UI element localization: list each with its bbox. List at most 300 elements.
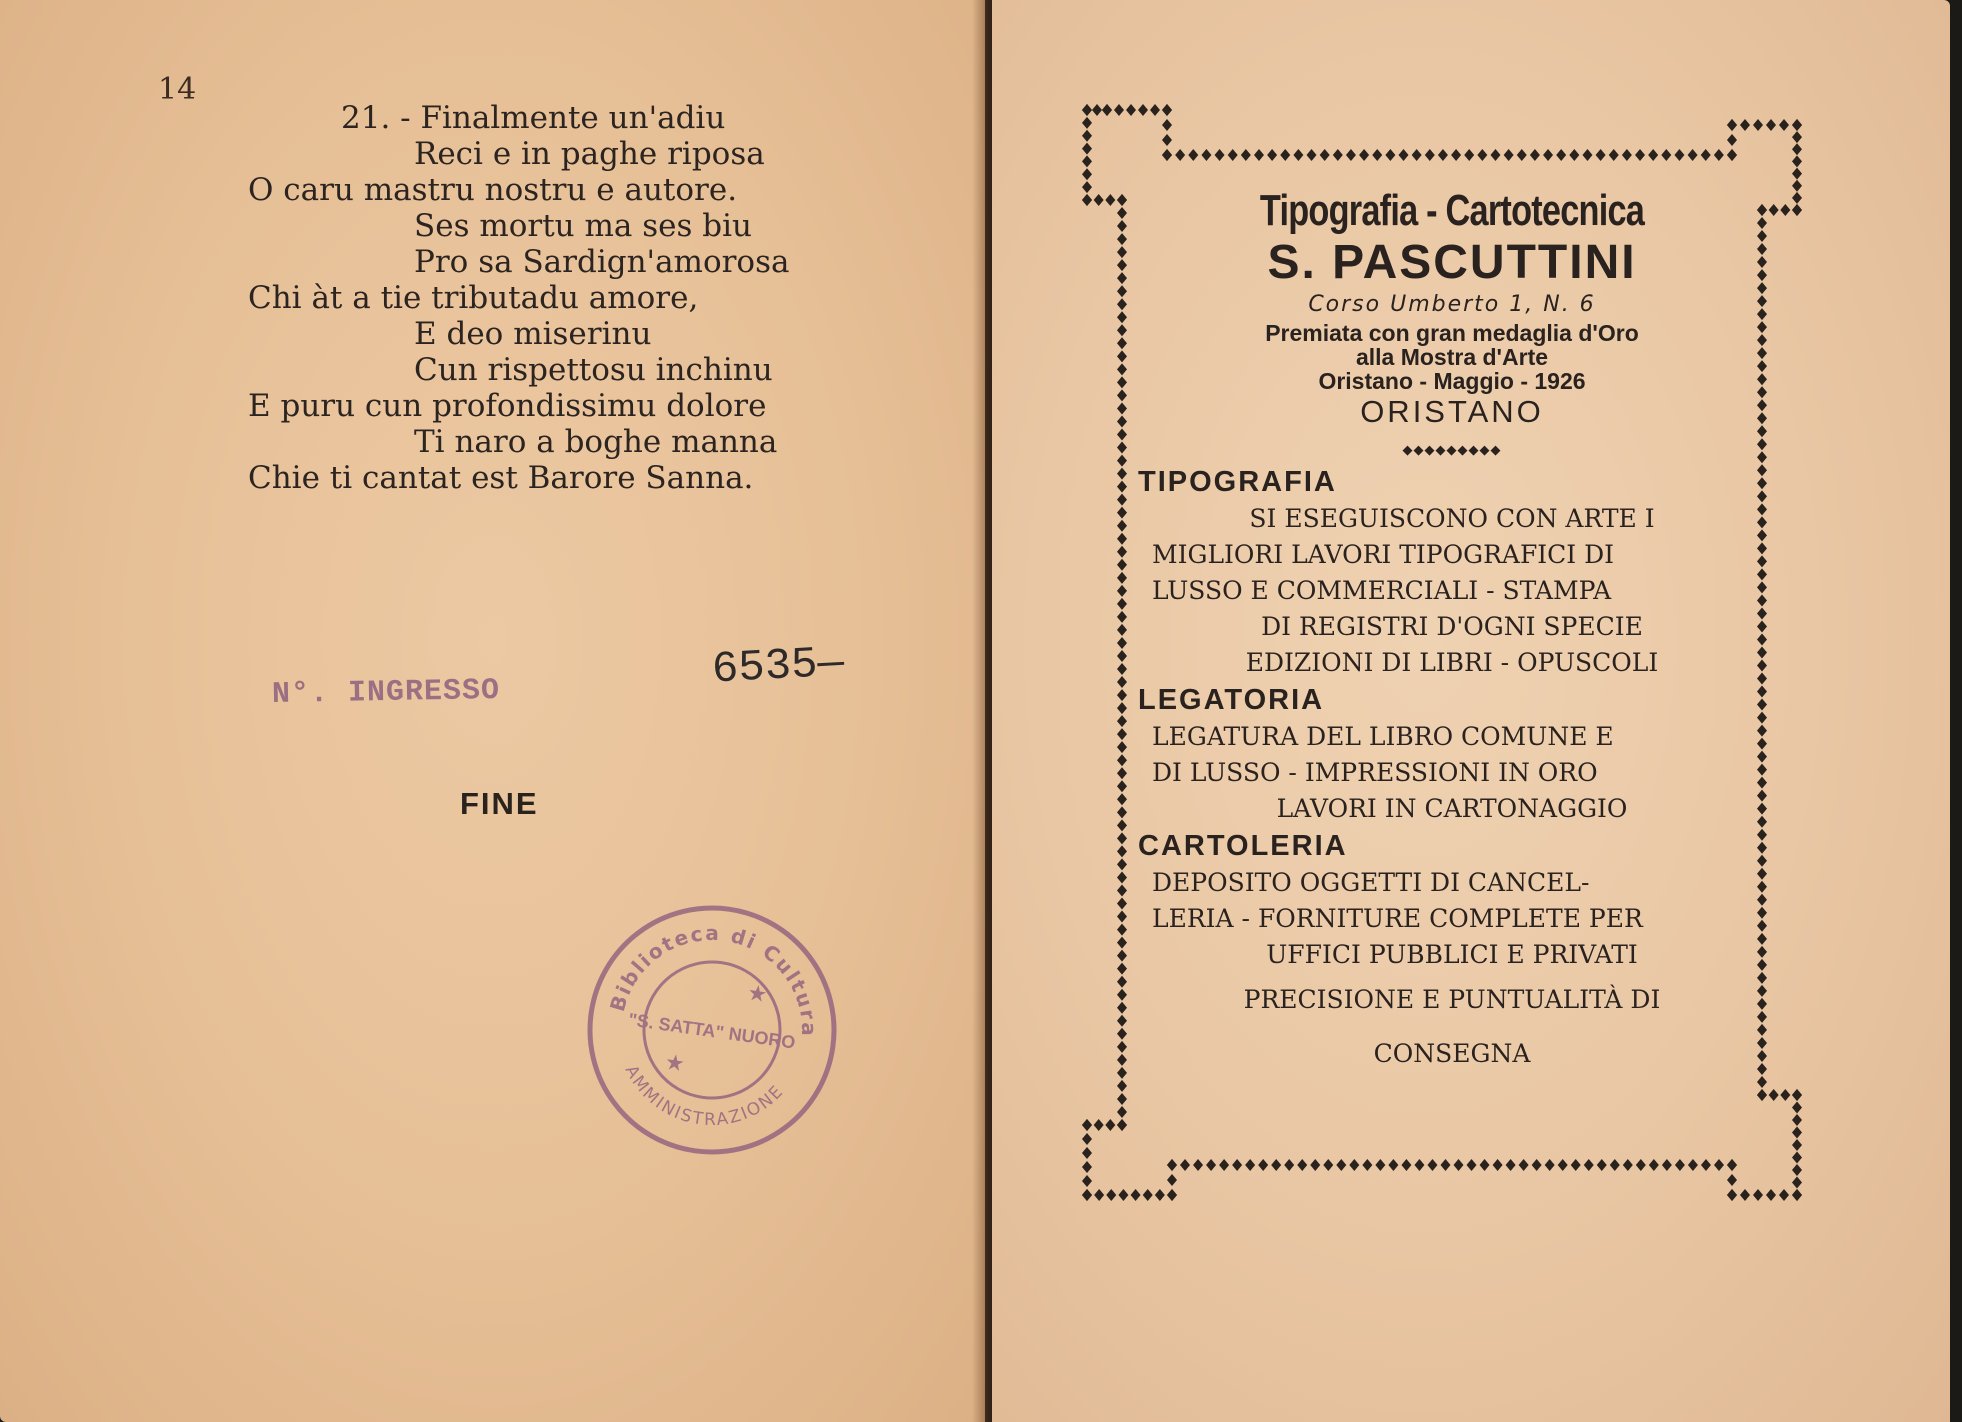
border-diamond bbox=[1757, 295, 1767, 307]
city-name: ORISTANO bbox=[1360, 394, 1544, 429]
border-diamond bbox=[1117, 481, 1127, 493]
border-diamond bbox=[1320, 149, 1330, 161]
poem-line: O caru mastru nostru e autore. bbox=[248, 172, 738, 208]
border-diamond bbox=[1117, 376, 1127, 388]
border-diamond bbox=[1727, 149, 1737, 161]
stamp-star-icon: ★ bbox=[663, 1049, 687, 1078]
border-diamond bbox=[1769, 1089, 1779, 1101]
award-line: Premiata con gran medaglia d'Oro bbox=[1265, 320, 1639, 346]
border-diamond bbox=[1117, 624, 1127, 636]
border-diamond bbox=[1117, 976, 1127, 988]
border-diamond bbox=[1082, 194, 1092, 206]
border-diamond bbox=[1117, 1054, 1127, 1066]
border-diamond bbox=[1757, 647, 1767, 659]
border-diamond bbox=[1753, 119, 1763, 131]
border-diamond bbox=[1757, 451, 1767, 463]
border-diamond bbox=[1082, 1119, 1092, 1131]
border-diamond bbox=[1117, 415, 1127, 427]
border-diamond bbox=[1792, 1139, 1802, 1151]
border-diamond bbox=[1569, 149, 1579, 161]
poem-line: Chi àt a tie tributadu amore, bbox=[248, 280, 699, 316]
poem-line: Ses mortu ma ses biu bbox=[414, 208, 752, 244]
border-diamond bbox=[1556, 149, 1566, 161]
border-diamond bbox=[1757, 516, 1767, 528]
border-diamond bbox=[1688, 1159, 1698, 1171]
border-diamond bbox=[1757, 790, 1767, 802]
border-diamond bbox=[1094, 1189, 1104, 1201]
border-diamond bbox=[1280, 149, 1290, 161]
award-line: alla Mostra d'Arte bbox=[1355, 344, 1549, 370]
section-body-cartoleria bbox=[1152, 865, 1752, 973]
border-diamond bbox=[1117, 663, 1127, 675]
border-diamond bbox=[1162, 134, 1172, 146]
border-diamond bbox=[1215, 149, 1225, 161]
stamp-star-icon: ★ bbox=[745, 980, 769, 1009]
border-diamond bbox=[1780, 1089, 1790, 1101]
border-diamond bbox=[1757, 412, 1767, 424]
border-diamond bbox=[1766, 119, 1776, 131]
border-diamond bbox=[1117, 468, 1127, 480]
border-diamond bbox=[1757, 712, 1767, 724]
border-diamond bbox=[1757, 946, 1767, 958]
border-diamond bbox=[1117, 637, 1127, 649]
border-diamond bbox=[1701, 149, 1711, 161]
border-diamond bbox=[1757, 803, 1767, 815]
border-diamond bbox=[1117, 207, 1127, 219]
border-diamond bbox=[1649, 1159, 1659, 1171]
border-diamond bbox=[1766, 1189, 1776, 1201]
body-line: LUSSO E COMMERCIALI - STAMPA bbox=[1152, 576, 1612, 605]
border-diamond bbox=[1757, 490, 1767, 502]
border-diamond bbox=[1757, 972, 1767, 984]
advertisement bbox=[1138, 185, 1752, 1081]
border-diamond bbox=[1117, 871, 1127, 883]
border-diamond bbox=[1757, 542, 1767, 554]
border-diamond bbox=[1117, 676, 1127, 688]
border-diamond bbox=[1757, 673, 1767, 685]
border-diamond bbox=[1757, 699, 1767, 711]
border-diamond bbox=[1117, 1067, 1127, 1079]
border-diamond bbox=[1117, 728, 1127, 740]
border-diamond bbox=[1092, 104, 1102, 116]
border-diamond bbox=[1792, 1102, 1802, 1114]
border-diamond bbox=[1117, 650, 1127, 662]
border-diamond bbox=[1675, 1159, 1685, 1171]
end-marker: FINE bbox=[460, 786, 539, 821]
border-diamond bbox=[1792, 1127, 1802, 1139]
border-diamond bbox=[1757, 881, 1767, 893]
border-diamond bbox=[1688, 149, 1698, 161]
award-line: Oristano - Maggio - 1926 bbox=[1318, 368, 1586, 394]
border-diamond bbox=[1477, 149, 1487, 161]
border-diamond bbox=[1162, 119, 1172, 131]
border-diamond bbox=[1082, 1189, 1092, 1201]
poem-line: Pro sa Sardign'amorosa bbox=[414, 244, 790, 280]
border-diamond bbox=[1105, 194, 1115, 206]
border-diamond bbox=[1412, 149, 1422, 161]
border-diamond bbox=[1126, 104, 1136, 116]
border-diamond bbox=[1297, 1159, 1307, 1171]
section-body-legatoria bbox=[1152, 719, 1752, 827]
border-diamond bbox=[1117, 819, 1127, 831]
section-heading-legatoria: LEGATORIA bbox=[1138, 684, 1325, 716]
poem-line: E puru cun profondissimu dolore bbox=[248, 388, 767, 424]
border-diamond bbox=[1648, 149, 1658, 161]
border-diamond bbox=[1792, 1164, 1802, 1176]
border-diamond bbox=[1451, 149, 1461, 161]
poem-line: Cun rispettosu inchinu bbox=[414, 352, 773, 388]
border-diamond bbox=[1082, 1147, 1092, 1159]
border-diamond bbox=[1310, 1159, 1320, 1171]
border-diamond bbox=[1117, 363, 1127, 375]
border-diamond bbox=[1517, 149, 1527, 161]
body-line: LERIA - FORNITURE COMPLETE PER bbox=[1152, 904, 1643, 933]
border-diamond bbox=[1117, 1015, 1127, 1027]
border-diamond bbox=[1757, 594, 1767, 606]
section-heading-cartoleria: CARTOLERIA bbox=[1138, 830, 1348, 862]
border-diamond bbox=[1532, 1159, 1542, 1171]
border-diamond bbox=[1117, 233, 1127, 245]
border-diamond bbox=[1117, 389, 1127, 401]
border-diamond bbox=[1117, 559, 1127, 571]
library-round-stamp bbox=[565, 883, 859, 1177]
border-diamond bbox=[1094, 1119, 1104, 1131]
border-diamond bbox=[1757, 829, 1767, 841]
border-diamond bbox=[1117, 1093, 1127, 1105]
border-diamond bbox=[1372, 149, 1382, 161]
border-diamond bbox=[1162, 104, 1172, 116]
stamp-outer-text: Biblioteca di Cultura bbox=[605, 920, 822, 1038]
border-diamond bbox=[1757, 1089, 1767, 1101]
border-diamond bbox=[1674, 149, 1684, 161]
border-diamond bbox=[1464, 149, 1474, 161]
poem-line: Reci e in paghe riposa bbox=[414, 136, 765, 172]
border-diamond bbox=[1117, 950, 1127, 962]
border-diamond bbox=[1757, 620, 1767, 632]
border-diamond bbox=[1162, 149, 1172, 161]
border-diamond bbox=[1117, 884, 1127, 896]
border-diamond bbox=[1385, 149, 1395, 161]
body-line: UFFICI PUBBLICI E PRIVATI bbox=[1266, 940, 1638, 969]
border-diamond bbox=[1467, 1159, 1477, 1171]
border-diamond bbox=[1757, 308, 1767, 320]
border-diamond bbox=[1792, 155, 1802, 167]
border-diamond bbox=[1757, 256, 1767, 268]
border-diamond bbox=[1117, 246, 1127, 258]
border-diamond bbox=[1779, 119, 1789, 131]
border-diamond bbox=[1284, 1159, 1294, 1171]
border-diamond bbox=[1117, 272, 1127, 284]
border-diamond bbox=[1454, 1159, 1464, 1171]
border-diamond bbox=[1506, 1159, 1516, 1171]
border-diamond bbox=[1082, 168, 1092, 180]
border-diamond bbox=[1254, 149, 1264, 161]
border-diamond bbox=[1117, 767, 1127, 779]
border-diamond bbox=[1117, 1041, 1127, 1053]
border-diamond bbox=[1117, 963, 1127, 975]
border-diamond bbox=[1082, 130, 1092, 142]
border-diamond bbox=[1117, 845, 1127, 857]
border-diamond bbox=[1757, 373, 1767, 385]
border-diamond bbox=[1117, 585, 1127, 597]
border-diamond bbox=[1757, 894, 1767, 906]
border-diamond bbox=[1349, 1159, 1359, 1171]
border-diamond bbox=[1105, 1119, 1115, 1131]
border-diamond bbox=[1792, 1152, 1802, 1164]
border-diamond bbox=[1582, 149, 1592, 161]
border-diamond bbox=[1399, 149, 1409, 161]
border-diamond bbox=[1757, 217, 1767, 229]
border-diamond bbox=[1757, 347, 1767, 359]
closing-line: PRECISIONE E PUNTUALITÀ DI bbox=[1243, 985, 1661, 1014]
border-diamond bbox=[1117, 285, 1127, 297]
border-diamond bbox=[1757, 438, 1767, 450]
border-diamond bbox=[1180, 1159, 1190, 1171]
border-diamond bbox=[1757, 503, 1767, 515]
border-diamond bbox=[1117, 194, 1127, 206]
border-diamond bbox=[1519, 1159, 1529, 1171]
border-diamond bbox=[1117, 1080, 1127, 1092]
border-diamond bbox=[1792, 192, 1802, 204]
border-diamond bbox=[1757, 751, 1767, 763]
border-diamond bbox=[1757, 581, 1767, 593]
border-diamond bbox=[1375, 1159, 1385, 1171]
border-diamond bbox=[1117, 402, 1127, 414]
border-diamond bbox=[1333, 149, 1343, 161]
border-diamond bbox=[1490, 149, 1500, 161]
border-diamond bbox=[1362, 1159, 1372, 1171]
border-diamond bbox=[1493, 1159, 1503, 1171]
border-diamond bbox=[1792, 180, 1802, 192]
border-diamond bbox=[1757, 660, 1767, 672]
border-diamond bbox=[1584, 1159, 1594, 1171]
border-diamond bbox=[1438, 149, 1448, 161]
border-diamond bbox=[1792, 131, 1802, 143]
border-diamond bbox=[1740, 119, 1750, 131]
border-diamond bbox=[1082, 1161, 1092, 1173]
border-diamond bbox=[1401, 1159, 1411, 1171]
border-diamond bbox=[1543, 149, 1553, 161]
border-diamond bbox=[1757, 855, 1767, 867]
border-diamond bbox=[1780, 204, 1790, 216]
border-diamond bbox=[1635, 149, 1645, 161]
border-diamond bbox=[1757, 920, 1767, 932]
border-diamond bbox=[1117, 494, 1127, 506]
border-diamond bbox=[1336, 1159, 1346, 1171]
border-diamond bbox=[1769, 204, 1779, 216]
border-diamond bbox=[1757, 959, 1767, 971]
border-diamond bbox=[1757, 933, 1767, 945]
border-diamond bbox=[1792, 1114, 1802, 1126]
ingresso-number: 6535— bbox=[710, 638, 846, 696]
border-diamond bbox=[1757, 360, 1767, 372]
border-diamond bbox=[1757, 998, 1767, 1010]
border-diamond bbox=[1206, 1159, 1216, 1171]
border-diamond bbox=[1117, 507, 1127, 519]
divider-diamonds: ◆◆◆◆◆◆◆◆◆ bbox=[1402, 443, 1502, 458]
border-diamond bbox=[1388, 1159, 1398, 1171]
border-diamond bbox=[1117, 754, 1127, 766]
body-line: LEGATURA DEL LIBRO COMUNE E bbox=[1152, 722, 1614, 751]
border-diamond bbox=[1757, 477, 1767, 489]
border-diamond bbox=[1757, 464, 1767, 476]
border-diamond bbox=[1792, 1089, 1802, 1101]
border-diamond bbox=[1727, 134, 1737, 146]
border-diamond bbox=[1757, 738, 1767, 750]
border-diamond bbox=[1117, 832, 1127, 844]
border-diamond bbox=[1117, 689, 1127, 701]
award-text bbox=[1152, 321, 1752, 393]
stamp-inner-text: "S. SATTA" NUORO bbox=[627, 1009, 797, 1053]
border-diamond bbox=[1427, 1159, 1437, 1171]
ingresso-stamp-label: N°. INGRESSO bbox=[271, 674, 501, 712]
body-line: DI REGISTRI D'OGNI SPECIE bbox=[1261, 612, 1643, 641]
border-diamond bbox=[1757, 334, 1767, 346]
border-diamond bbox=[1117, 350, 1127, 362]
border-diamond bbox=[1346, 149, 1356, 161]
border-diamond bbox=[1622, 149, 1632, 161]
border-diamond bbox=[1757, 425, 1767, 437]
body-line: DI LUSSO - IMPRESSIONI IN ORO bbox=[1152, 758, 1598, 787]
border-diamond bbox=[1117, 937, 1127, 949]
border-diamond bbox=[1792, 1177, 1802, 1189]
poem-line: Chie ti cantat est Barore Sanna. bbox=[248, 460, 754, 496]
border-diamond bbox=[1792, 168, 1802, 180]
border-diamond bbox=[1757, 269, 1767, 281]
border-diamond bbox=[1117, 911, 1127, 923]
body-line: DEPOSITO OGGETTI DI CANCEL- bbox=[1152, 868, 1590, 897]
border-diamond bbox=[1757, 842, 1767, 854]
border-diamond bbox=[1117, 611, 1127, 623]
border-diamond bbox=[1792, 1189, 1802, 1201]
border-diamond bbox=[1082, 181, 1092, 193]
border-diamond bbox=[1792, 143, 1802, 155]
body-line: EDIZIONI DI LIBRI - OPUSCOLI bbox=[1245, 648, 1659, 677]
border-diamond bbox=[1117, 324, 1127, 336]
border-diamond bbox=[1117, 220, 1127, 232]
border-diamond bbox=[1757, 607, 1767, 619]
border-diamond bbox=[1757, 764, 1767, 776]
border-diamond bbox=[1530, 149, 1540, 161]
border-diamond bbox=[1117, 1002, 1127, 1014]
border-diamond bbox=[1757, 282, 1767, 294]
border-diamond bbox=[1188, 149, 1198, 161]
border-diamond bbox=[1757, 777, 1767, 789]
border-diamond bbox=[1440, 1159, 1450, 1171]
right-page bbox=[992, 0, 1950, 1422]
border-diamond bbox=[1117, 259, 1127, 271]
border-diamond bbox=[1117, 898, 1127, 910]
border-diamond bbox=[1757, 816, 1767, 828]
border-diamond bbox=[1271, 1159, 1281, 1171]
border-diamond bbox=[1143, 1189, 1153, 1201]
border-diamond bbox=[1167, 1174, 1177, 1186]
border-diamond bbox=[1727, 1174, 1737, 1186]
border-diamond bbox=[1425, 149, 1435, 161]
border-diamond bbox=[1757, 386, 1767, 398]
border-diamond bbox=[1082, 143, 1092, 155]
border-diamond bbox=[1757, 1037, 1767, 1049]
border-diamond bbox=[1757, 868, 1767, 880]
border-diamond bbox=[1117, 780, 1127, 792]
border-diamond bbox=[1102, 104, 1112, 116]
border-diamond bbox=[1757, 1063, 1767, 1075]
company-name: S. PASCUTTINI bbox=[1267, 236, 1637, 289]
border-diamond bbox=[1727, 1189, 1737, 1201]
border-diamond bbox=[1117, 989, 1127, 1001]
border-diamond bbox=[1609, 149, 1619, 161]
poem-stanza bbox=[248, 100, 808, 496]
border-diamond bbox=[1117, 442, 1127, 454]
border-diamond bbox=[1414, 1159, 1424, 1171]
section-heading-tipografia: TIPOGRAFIA bbox=[1138, 466, 1337, 498]
border-diamond bbox=[1757, 1024, 1767, 1036]
body-line: LAVORI IN CARTONAGGIO bbox=[1276, 794, 1628, 823]
border-diamond bbox=[1155, 1189, 1165, 1201]
closing-line: CONSEGNA bbox=[1373, 1039, 1531, 1068]
border-diamond bbox=[1193, 1159, 1203, 1171]
stamp-bottom-text: AMMINISTRAZIONE bbox=[620, 1061, 789, 1131]
border-diamond bbox=[1757, 321, 1767, 333]
border-diamond bbox=[1714, 149, 1724, 161]
border-diamond bbox=[1118, 1189, 1128, 1201]
border-diamond bbox=[1714, 1159, 1724, 1171]
border-diamond bbox=[1792, 119, 1802, 131]
border-diamond bbox=[1117, 572, 1127, 584]
border-diamond bbox=[1596, 149, 1606, 161]
border-diamond bbox=[1623, 1159, 1633, 1171]
company-address: Corso Umberto 1, N. 6 bbox=[1308, 292, 1596, 317]
border-diamond bbox=[1757, 555, 1767, 567]
border-diamond bbox=[1175, 149, 1185, 161]
border-diamond bbox=[1701, 1159, 1711, 1171]
border-diamond bbox=[1117, 715, 1127, 727]
border-diamond bbox=[1082, 117, 1092, 129]
border-diamond bbox=[1610, 1159, 1620, 1171]
section-body-tipografia bbox=[1152, 501, 1752, 681]
border-diamond bbox=[1117, 520, 1127, 532]
border-diamond bbox=[1167, 1189, 1177, 1201]
body-line: MIGLIORI LAVORI TIPOGRAFICI DI bbox=[1152, 540, 1615, 569]
border-diamond bbox=[1082, 1175, 1092, 1187]
border-diamond bbox=[1117, 455, 1127, 467]
border-diamond bbox=[1117, 741, 1127, 753]
border-diamond bbox=[1258, 1159, 1268, 1171]
border-diamond bbox=[1117, 1119, 1127, 1131]
border-diamond bbox=[1138, 104, 1148, 116]
border-diamond bbox=[1117, 533, 1127, 545]
border-diamond bbox=[1117, 702, 1127, 714]
border-diamond bbox=[1792, 204, 1802, 216]
border-diamond bbox=[1757, 243, 1767, 255]
border-diamond bbox=[1779, 1189, 1789, 1201]
border-diamond bbox=[1082, 1133, 1092, 1145]
body-line: SI ESEGUISCONO CON ARTE I bbox=[1249, 504, 1655, 533]
border-diamond bbox=[1082, 155, 1092, 167]
border-diamond bbox=[1727, 119, 1737, 131]
border-diamond bbox=[1307, 149, 1317, 161]
border-diamond bbox=[1757, 1050, 1767, 1062]
border-diamond bbox=[1106, 1189, 1116, 1201]
border-diamond bbox=[1757, 1011, 1767, 1023]
border-diamond bbox=[1201, 149, 1211, 161]
border-diamond bbox=[1241, 149, 1251, 161]
border-diamond bbox=[1117, 546, 1127, 558]
border-diamond bbox=[1232, 1159, 1242, 1171]
border-diamond bbox=[1662, 1159, 1672, 1171]
border-diamond bbox=[1117, 793, 1127, 805]
border-diamond bbox=[1094, 194, 1104, 206]
